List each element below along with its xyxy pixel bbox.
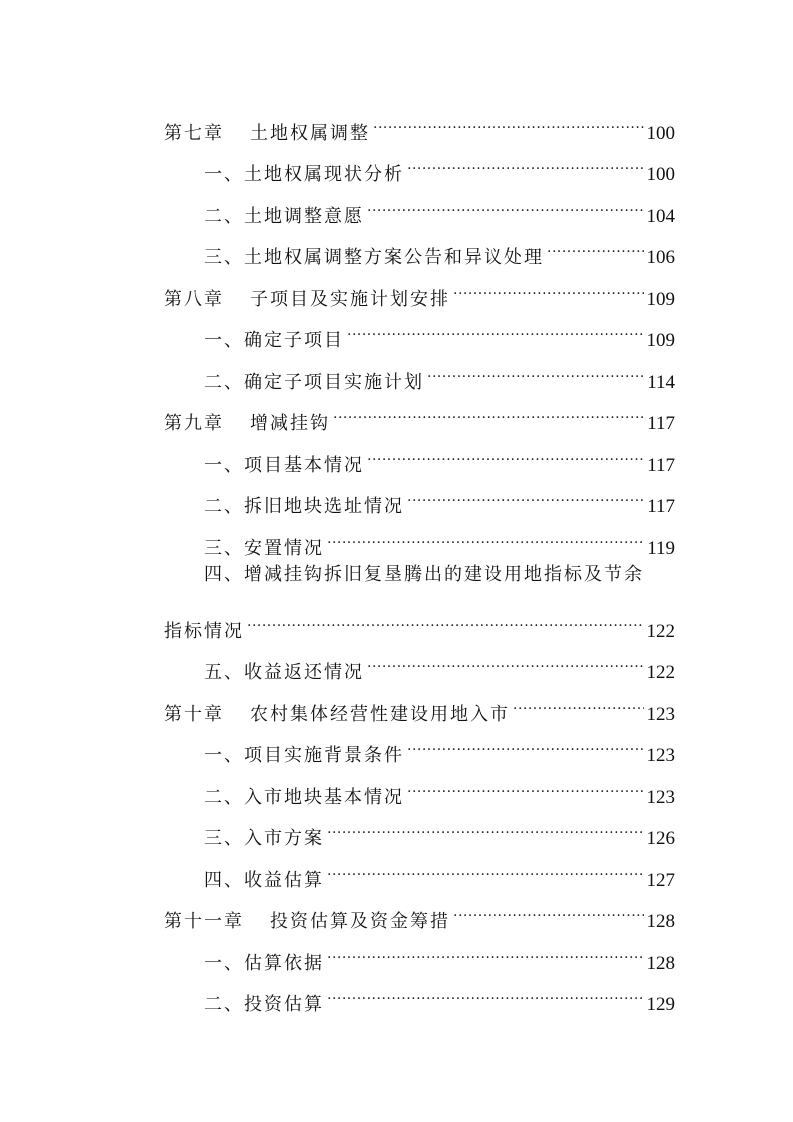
toc-title: 五、收益返还情况 — [204, 662, 364, 683]
dot-leader — [367, 429, 644, 471]
page-number: 109 — [646, 330, 675, 351]
dot-leader — [327, 969, 644, 1011]
chapter-number: 第九章 — [164, 413, 224, 434]
dot-leader — [247, 595, 644, 637]
toc-title: 子项目及实施计划安排 — [250, 288, 450, 310]
toc-title: 投资估算及资金筹措 — [270, 911, 450, 932]
toc-title: 增减挂钩 — [250, 413, 330, 434]
dot-leader — [407, 471, 644, 513]
toc-title: 二、投资估算 — [204, 994, 324, 1015]
dot-leader — [453, 886, 644, 928]
toc-title: 一、确定子项目 — [204, 330, 344, 351]
toc-section[interactable] — [164, 305, 675, 351]
page-number: 114 — [647, 371, 675, 393]
toc-title: 二、土地调整意愿 — [204, 205, 364, 227]
page-number: 122 — [646, 620, 675, 642]
dot-leader — [547, 222, 644, 264]
toc-title: 三、入市方案 — [204, 828, 324, 849]
dot-leader — [327, 512, 644, 554]
toc-title: 指标情况 — [164, 620, 244, 642]
toc-section-wrapped-line1[interactable] — [164, 554, 675, 596]
page-number: 127 — [646, 869, 675, 891]
dot-leader — [327, 803, 644, 845]
page-number: 128 — [646, 952, 675, 974]
toc-section[interactable] — [164, 720, 675, 766]
dot-leader — [367, 637, 644, 679]
page-number: 117 — [647, 413, 675, 434]
page-number: 126 — [646, 828, 675, 849]
toc-section-wrapped-line2[interactable] — [164, 595, 675, 642]
page-number: 106 — [646, 247, 675, 268]
toc-title: 二、确定子项目实施计划 — [204, 371, 424, 393]
toc-title: 四、收益估算 — [204, 869, 324, 891]
toc-title: 三、土地权属调整方案公告和异议处理 — [204, 247, 544, 268]
toc-title: 一、项目基本情况 — [204, 454, 364, 476]
dot-leader — [407, 720, 644, 762]
page-number: 100 — [646, 122, 675, 144]
dot-leader — [367, 180, 644, 222]
dot-leader — [453, 263, 644, 305]
dot-leader — [327, 927, 644, 969]
dot-leader — [407, 139, 644, 181]
toc-title: 一、项目实施背景条件 — [204, 745, 404, 766]
dot-leader — [333, 388, 644, 430]
page-number: 104 — [646, 205, 675, 227]
table-of-contents — [164, 97, 675, 1015]
toc-chapter-7[interactable] — [164, 97, 675, 144]
dot-leader — [427, 346, 644, 388]
page-number: 100 — [646, 164, 675, 185]
toc-title: 农村集体经营性建设用地入市 — [250, 703, 510, 725]
toc-title: 二、入市地块基本情况 — [204, 786, 404, 808]
dot-leader — [347, 305, 644, 347]
toc-title: 一、土地权属现状分析 — [204, 164, 404, 185]
page-number: 129 — [646, 994, 675, 1015]
dot-leader — [407, 761, 644, 803]
page-number: 123 — [646, 703, 675, 725]
page-number: 119 — [647, 537, 675, 559]
chapter-number: 第十章 — [164, 703, 224, 725]
toc-title: 二、拆旧地块选址情况 — [204, 496, 404, 517]
page-number: 123 — [646, 786, 675, 808]
page-number: 117 — [647, 454, 675, 476]
page-number: 128 — [646, 911, 675, 932]
toc-title: 四、增减挂钩拆旧复垦腾出的建设用地指标及节余 — [204, 563, 644, 585]
toc-title: 一、估算依据 — [204, 952, 324, 974]
toc-title: 土地权属调整 — [250, 122, 370, 144]
chapter-number: 第八章 — [164, 288, 224, 310]
dot-leader — [373, 97, 644, 139]
page-number: 122 — [646, 662, 675, 683]
chapter-number: 第十一章 — [164, 911, 244, 932]
page-number: 117 — [647, 496, 675, 517]
dot-leader — [513, 678, 644, 720]
toc-section[interactable] — [164, 429, 675, 476]
toc-section[interactable] — [164, 139, 675, 185]
chapter-number: 第七章 — [164, 122, 224, 144]
page-number: 109 — [646, 288, 675, 310]
page-number: 123 — [646, 745, 675, 766]
dot-leader — [327, 844, 644, 886]
toc-title: 三、安置情况 — [204, 537, 324, 559]
